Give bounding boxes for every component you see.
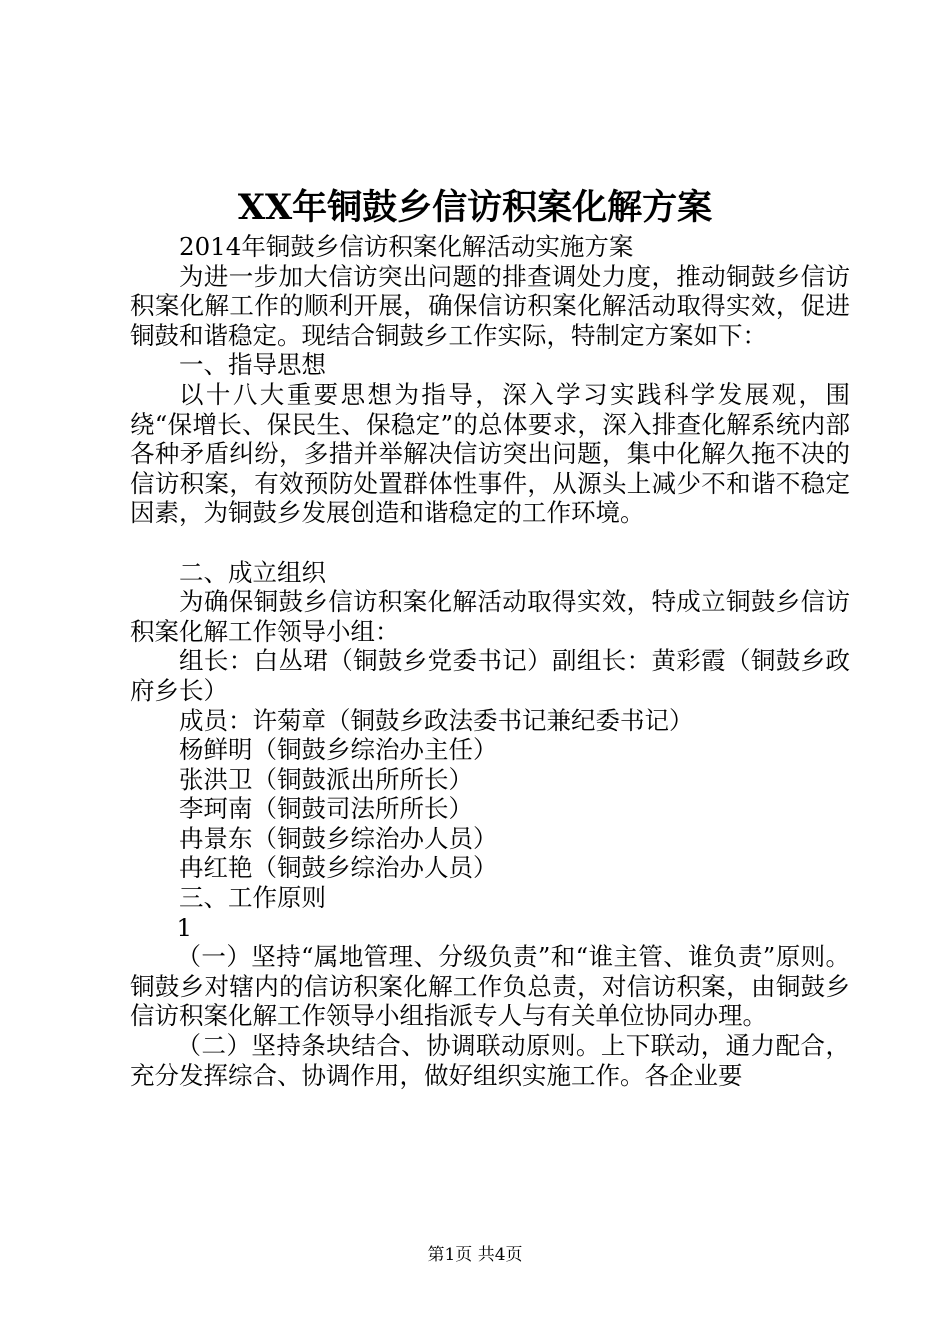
document-body xyxy=(130,232,850,1090)
leaders-line: 组长：白丛珺（铜鼓乡党委书记）副组长：黄彩霞（铜鼓乡政府乡长） xyxy=(130,646,850,705)
principle-two-paragraph: （二）坚持条块结合、协调联动原则。上下联动，通力配合，充分发挥综合、协调作用，做好组织实施工作。各企业要 xyxy=(130,1031,850,1090)
document-subtitle: 2014年铜鼓乡信访积案化解活动实施方案 xyxy=(179,232,634,261)
document-title: XX年铜鼓乡信访积案化解方案 xyxy=(237,187,713,228)
section-heading-principles: 三、工作原则 xyxy=(179,883,326,913)
page-footer: 第1页 共4页 xyxy=(427,1245,523,1265)
member-item: 李珂南（铜鼓司法所所长） xyxy=(179,794,473,824)
intro-paragraph: 为进一步加大信访突出问题的排查调处力度，推动铜鼓乡信访积案化解工作的顺利开展，确保信访积案化解活动取得实效，促进铜鼓和谐稳定。现结合铜鼓乡工作实际，特制定方案如下： xyxy=(130,261,850,350)
section-heading-organization: 二、成立组织 xyxy=(179,557,326,587)
member-item: 冉景东（铜鼓乡综治办人员） xyxy=(179,823,498,853)
section-heading-guiding-ideology: 一、指导思想 xyxy=(179,350,326,380)
organization-paragraph: 为确保铜鼓乡信访积案化解活动取得实效，特成立铜鼓乡信访积案化解工作领导小组： xyxy=(130,587,850,646)
member-item: 张洪卫（铜鼓派出所所长） xyxy=(179,764,473,794)
blank-line xyxy=(130,528,850,558)
member-item: 冉红艳（铜鼓乡综治办人员） xyxy=(179,853,498,883)
page-marker: 1 xyxy=(176,912,193,942)
guiding-ideology-paragraph: 以十八大重要思想为指导，深入学习实践科学发展观，围绕“保增长、保民生、保稳定”的总体要求，深入排查化解系统内部各种矛盾纠纷，多措并举解决信访突出问题，集中化解久拖不决的信访积案，有效预防处置群体性事件，从源头上减少不和谐不稳定因素，为铜鼓乡发展创造和谐稳定的工作环境。 xyxy=(130,379,850,528)
member-item: 杨鲜明（铜鼓乡综治办主任） xyxy=(179,735,498,765)
principle-one-paragraph: （一）坚持“属地管理、分级负责”和“谁主管、谁负责”原则。铜鼓乡对辖内的信访积案化解工作负总责，对信访积案，由铜鼓乡信访积案化解工作领导小组指派专人与有关单位协同办理。 xyxy=(130,942,850,1031)
members-line: 成员：许菊章（铜鼓乡政法委书记兼纪委书记） xyxy=(179,705,694,735)
